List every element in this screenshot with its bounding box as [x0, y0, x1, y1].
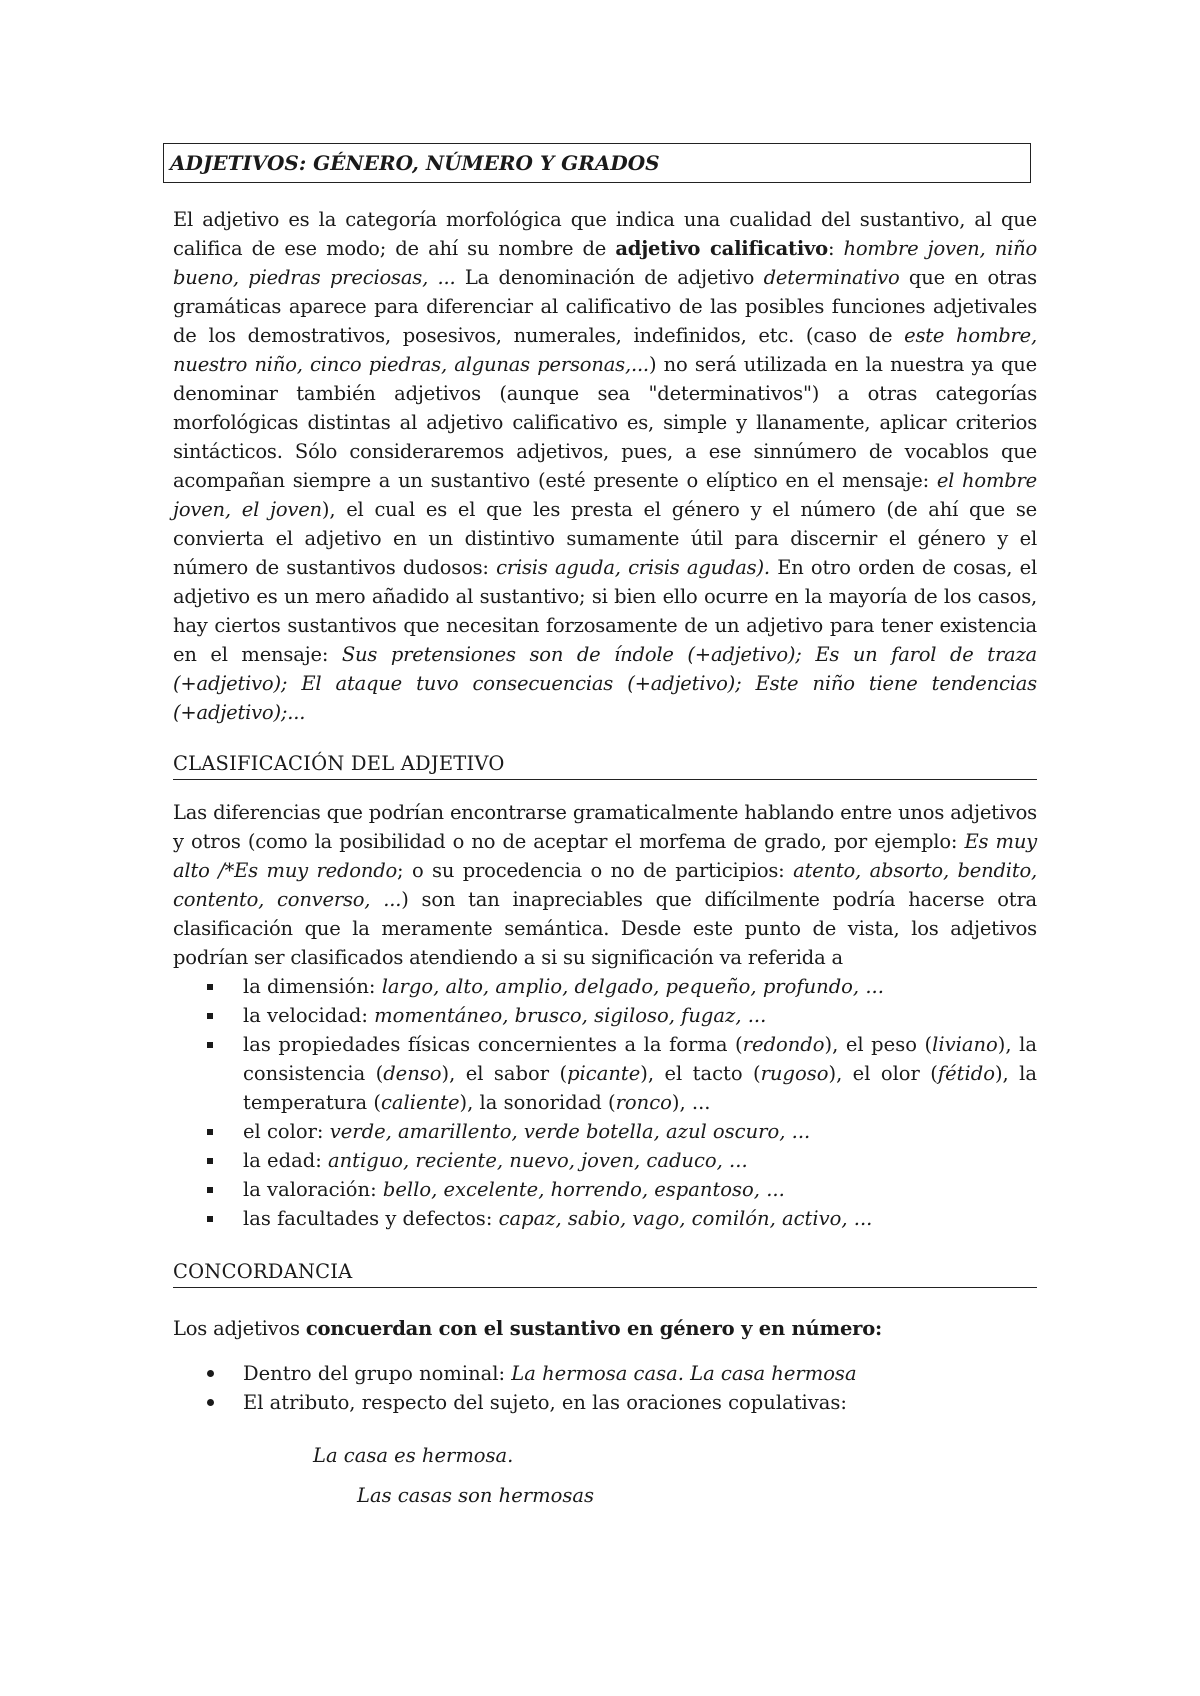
- list-item-example: caliente: [381, 1091, 460, 1114]
- example-sentence-2: Las casas son hermosas: [357, 1484, 594, 1507]
- intro-text-1: El adjetivo es la categoría morfológica que indica una cualidad del sustantivo, al que califica de ese modo; de ahí su nombre de: [173, 208, 1037, 260]
- list-item: [201, 1359, 1037, 1388]
- list-item: [201, 1175, 1037, 1204]
- list-item: [201, 1388, 1037, 1417]
- document-content: [170, 143, 1038, 1510]
- intro-example-1: hombre joven, niño bueno, piedras preciosas, ...: [173, 237, 1038, 289]
- clasificacion-paragraph: [173, 798, 1037, 972]
- list-item: [201, 1001, 1037, 1030]
- intro-text-1b: :: [827, 237, 844, 260]
- intro-text-2: La denominación de adjetivo: [455, 266, 764, 289]
- example-sentence-1: La casa es hermosa.: [313, 1444, 514, 1467]
- list-item-text: ), el olor (: [828, 1062, 938, 1085]
- concordancia-list: [173, 1359, 1037, 1417]
- square-bullet-icon: [207, 1158, 213, 1164]
- square-bullet-icon: [207, 1013, 213, 1019]
- list-item-example: largo, alto, amplio, delgado, pequeño, profundo, ...: [381, 975, 884, 998]
- list-item-label: la velocidad:: [243, 1004, 375, 1027]
- list-item-example: verde, amarillento, verde botella, azul oscuro, ...: [329, 1120, 811, 1143]
- list-item-example: redondo: [742, 1033, 825, 1056]
- list-item-example: ronco: [615, 1091, 672, 1114]
- square-bullet-icon: [207, 984, 213, 990]
- list-item-text: ), el tacto (: [640, 1062, 761, 1085]
- list-item-label: Dentro del grupo nominal:: [243, 1362, 512, 1385]
- clas-text-2: ; o su procedencia o no de participios:: [397, 859, 794, 882]
- list-item-label: El atributo, respecto del sujeto, en las oraciones copulativas:: [243, 1391, 847, 1414]
- list-item-text: ), el peso (: [824, 1033, 933, 1056]
- intro-term-determinativo: determinativo: [763, 266, 900, 289]
- list-item-text: ), la temperatura (: [243, 1062, 1037, 1114]
- list-item-text: las propiedades físicas concernientes a la forma (: [243, 1033, 743, 1056]
- list-item: [201, 972, 1037, 1001]
- round-bullet-icon: [207, 1370, 214, 1377]
- intro-text-3: que en otras gramáticas aparece para diferenciar al calificativo de las posibles funciones adjetivales de los demostrativos, posesivos, numerales, indefinidos, etc. (caso de: [173, 266, 1037, 347]
- list-item-label: las facultades y defectos:: [243, 1207, 499, 1230]
- list-item-label: el color:: [243, 1120, 330, 1143]
- list-item-label: la edad:: [243, 1149, 328, 1172]
- intro-example-2: este hombre, nuestro niño, cinco piedras, algunas personas,...: [173, 324, 1037, 376]
- concordancia-paragraph: [173, 1314, 1037, 1343]
- square-bullet-icon: [207, 1187, 213, 1193]
- list-item-example: fétido: [937, 1062, 995, 1085]
- list-item-label: la dimensión:: [243, 975, 382, 998]
- list-item-text: ), ...: [671, 1091, 711, 1114]
- section-heading-concordancia: [173, 1259, 1037, 1288]
- clas-example-1: Es muy alto /*Es muy redondo: [173, 830, 1037, 882]
- list-item-text: ), el sabor (: [441, 1062, 568, 1085]
- square-bullet-icon: [207, 1042, 213, 1048]
- list-item-example: bello, excelente, horrendo, espantoso, ...: [382, 1178, 785, 1201]
- list-item-example: La hermosa casa. La casa hermosa: [511, 1362, 857, 1385]
- clas-text-1: Las diferencias que podrían encontrarse gramaticalmente hablando entre unos adjetivos y otros (como la posibilidad o no de aceptar el morfema de grado, por ejemplo:: [173, 801, 1037, 853]
- list-item-example: momentáneo, brusco, sigiloso, fugaz, ...: [374, 1004, 767, 1027]
- list-item-text: ), la sonoridad (: [459, 1091, 616, 1114]
- list-item-example: liviano: [932, 1033, 998, 1056]
- intro-text-6: En otro orden de cosas, el adjetivo es un mero añadido al sustantivo; si bien ello ocurre en la mayoría de los casos, hay ciertos sustantivos que necesitan forzosamente de un adjetivo para tener existencia en el mensaje:: [173, 556, 1037, 666]
- concordancia-bold: concuerdan con el sustantivo en género y en número:: [305, 1317, 883, 1340]
- intro-example-4: crisis aguda, crisis agudas).: [496, 556, 770, 579]
- list-item: [201, 1030, 1037, 1117]
- square-bullet-icon: [207, 1216, 213, 1222]
- list-item-example: capaz, sabio, vago, comilón, activo, ...: [498, 1207, 873, 1230]
- list-item: [201, 1117, 1037, 1146]
- list-item-example: picante: [567, 1062, 641, 1085]
- list-item-label: la valoración:: [243, 1178, 383, 1201]
- section-heading-clasificacion: [173, 751, 1037, 780]
- intro-paragraph: [173, 205, 1037, 727]
- intro-text-4: ) no será utilizada en la nuestra ya que denominar también adjetivos (aunque sea "determinativos") a otras categorías morfológicas distintas al adjetivo calificativo es, simple y llanamente, aplicar criterios sintácticos. Sólo consideraremos adjetivos, pues, a ese sinnúmero de vocablos que acompañan siempre a un sustantivo (esté presente o elíptico en el mensaje:: [173, 353, 1037, 492]
- list-item-example: antiguo, reciente, nuevo, joven, caduco, ...: [327, 1149, 748, 1172]
- clasificacion-list: [173, 972, 1037, 1233]
- clas-example-2: atento, absorto, bendito, contento, converso, ...: [173, 859, 1037, 911]
- page-title: ADJETIVOS: GÉNERO, NÚMERO Y GRADOS: [163, 143, 1031, 183]
- list-item: [201, 1204, 1037, 1233]
- list-item-text: ), la consistencia (: [243, 1033, 1037, 1085]
- list-item-example: rugoso: [760, 1062, 829, 1085]
- list-item: [201, 1146, 1037, 1175]
- square-bullet-icon: [207, 1129, 213, 1135]
- concordancia-text: Los adjetivos: [173, 1317, 306, 1340]
- round-bullet-icon: [207, 1399, 214, 1406]
- section-heading-text: CLASIFICACIÓN DEL ADJETIVO: [173, 752, 505, 775]
- list-item-example: denso: [383, 1062, 442, 1085]
- intro-text-5: ), el cual es el que les presta el género y el número (de ahí que se convierta el adjetivo en un distintivo sumamente útil para discernir el género y el número de sustantivos dudosos:: [173, 498, 1037, 579]
- intro-bold-term: adjetivo calificativo: [615, 237, 828, 260]
- intro-example-3: el hombre joven, el joven: [173, 469, 1037, 521]
- intro-example-5: Sus pretensiones son de índole (+adjetivo); Es un farol de traza (+adjetivo); El ataque tuvo consecuencias (+adjetivo); Este niño tiene tendencias (+adjetivo);...: [173, 643, 1037, 724]
- clas-text-3: ) son tan inapreciables que difícilmente podría hacerse otra clasificación que la meramente semántica. Desde este punto de vista, los adjetivos podrían ser clasificados atendiendo a si su significación va referida a: [173, 888, 1037, 969]
- section-heading-text: CONCORDANCIA: [173, 1260, 353, 1283]
